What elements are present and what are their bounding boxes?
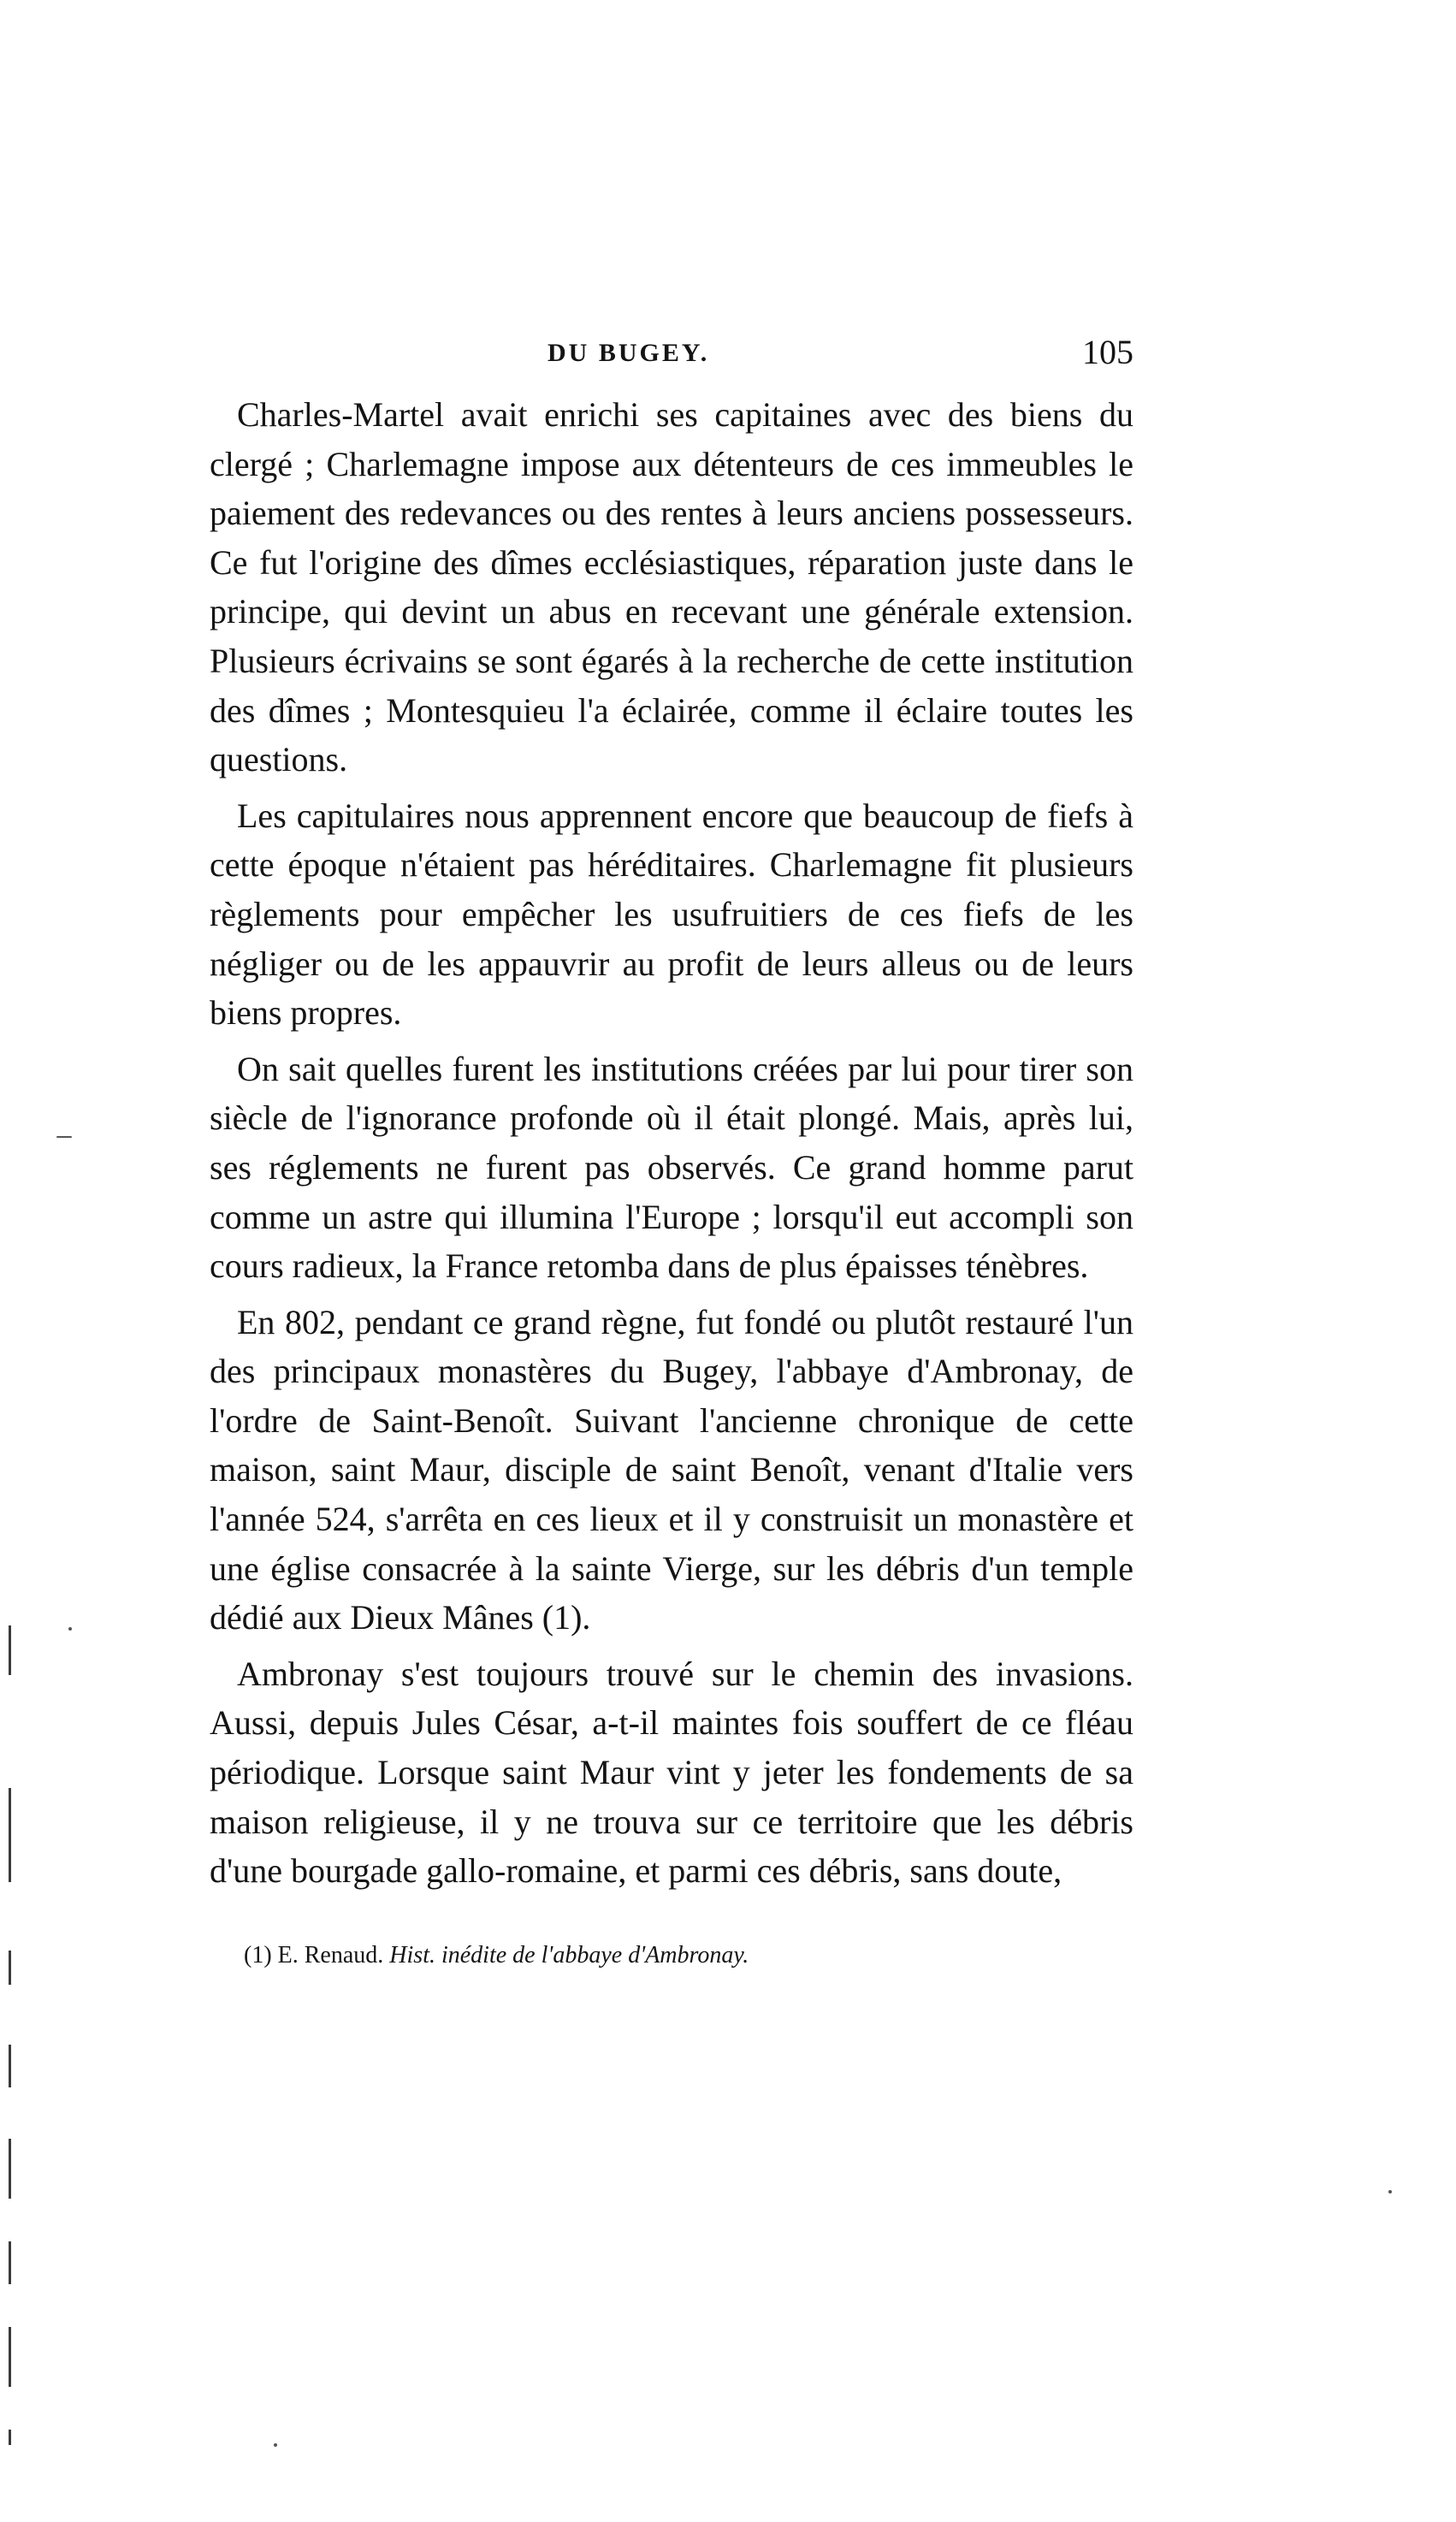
scan-margin-mark	[9, 2241, 11, 2284]
paragraph-2: Les capitulaires nous apprennent encore que beaucoup de fiefs à cette époque n'étaient pas héréditaires. Charlemagne fit plusieurs règlements pour empêcher les usufruitiers de ces fiefs de les négliger ou de les appauvrir au profit de leurs alleus ou de leurs biens propres.	[210, 796, 1133, 1033]
scan-speck	[274, 2443, 277, 2447]
scan-speck	[56, 1136, 72, 1138]
paragraph-4: En 802, pendant ce grand règne, fut fondé ou plutôt restauré l'un des principaux monastères du Bugey, l'abbaye d'Ambronay, de l'ordre de Saint-Benoît. Suivant l'ancienne chronique de cette maison, saint Maur, disciple de saint Benoît, venant d'Italie vers l'année 524, s'arrêta en ces lieux et il y construisit un monastère et une église consacrée à la sainte Vierge, sur les débris d'un temple dédié aux Dieux Mânes (1).	[210, 1302, 1133, 1637]
body-text	[210, 390, 1133, 1903]
scan-margin-mark	[9, 2045, 11, 2087]
scan-margin-mark	[9, 2327, 11, 2387]
scan-speck	[1388, 2190, 1392, 2193]
scan-margin-mark	[9, 2430, 11, 2445]
scan-speck	[68, 1627, 72, 1631]
scan-margin-mark	[9, 2139, 11, 2199]
paragraph-3: On sait quelles furent les institutions créées par lui pour tirer son siècle de l'ignorance profonde où il était plongé. Mais, après lui, ses réglements ne furent pas observés. Ce grand homme parut comme un astre qui illumina l'Europe ; lorsqu'il eut accompli son cours radieux, la France retomba dans de plus épaisses ténèbres.	[210, 1049, 1133, 1286]
footnote-title: Hist. inédite de l'abbaye d'Ambronay.	[389, 1942, 749, 1968]
page-number: 105	[1082, 333, 1133, 371]
footnote-author: E. Renaud.	[277, 1942, 384, 1968]
running-title: DU BUGEY.	[547, 339, 710, 367]
footnote-marker: (1)	[244, 1942, 272, 1968]
scan-margin-mark	[9, 1788, 11, 1882]
running-head	[210, 332, 1133, 383]
paragraph-5: Ambronay s'est toujours trouvé sur le chemin des invasions. Aussi, depuis Jules César, a-t-il maintes fois souffert de ce fléau périodique. Lorsque saint Maur vint y jeter les fondements de sa maison religieuse, il y ne trouva sur ce territoire que les débris d'une bourgade gallo-romaine, et parmi ces débris, sans doute,	[210, 1654, 1133, 1891]
scan-margin-mark	[9, 1951, 11, 1985]
paragraph-1: Charles-Martel avait enrichi ses capitaines avec des biens du clergé ; Charlemagne impose aux détenteurs de ces immeubles le paiement des redevances ou des rentes à leurs anciens possesseurs. Ce fut l'origine des dîmes ecclésiastiques, réparation juste dans le principe, qui devint un abus en recevant une générale extension. Plusieurs écrivains se sont égarés à la recherche de cette institution des dîmes ; Montesquieu l'a éclairée, comme il éclaire toutes les questions.	[210, 395, 1133, 779]
footnote	[244, 1939, 1099, 1973]
scan-margin-mark	[9, 1625, 11, 1675]
